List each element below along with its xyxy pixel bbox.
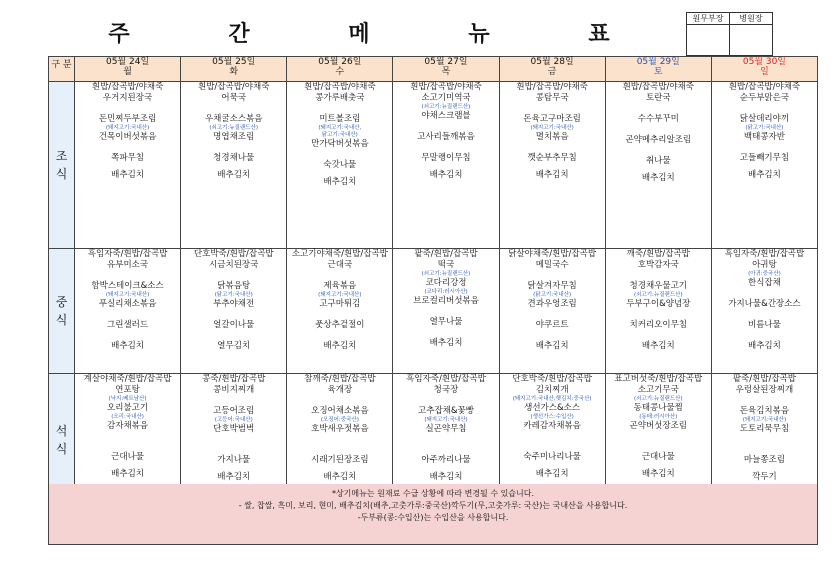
menu-item: 우채굴소스볶음 bbox=[204, 114, 263, 124]
menu-item: 배추김치 bbox=[111, 469, 144, 479]
menu-item: 배추김치 bbox=[217, 472, 251, 482]
menu-item: 소고기무국 bbox=[637, 385, 679, 395]
meal-label-char: 식 bbox=[55, 442, 68, 456]
menu-item: 근대국 bbox=[327, 260, 353, 270]
meal-label-char: 중 bbox=[55, 295, 68, 309]
origin-note: (쇠고기:뉴질랜드산) bbox=[633, 292, 683, 298]
menu-item: 배추김치 bbox=[111, 170, 144, 180]
menu-item: 배추김치 bbox=[429, 170, 463, 180]
menu-item: 그린샐러드 bbox=[107, 320, 149, 330]
approval-label: 병원장 bbox=[730, 13, 773, 25]
day-header bbox=[287, 57, 393, 82]
menu-cell bbox=[499, 82, 605, 249]
menu-item: 흰밥/잡곡밥/야채죽 bbox=[728, 82, 801, 92]
menu-item: 닭살데리야끼 bbox=[739, 114, 790, 124]
menu-item: 배추김치 bbox=[429, 472, 463, 482]
origin-note: (닭고기:국내산) bbox=[214, 292, 253, 298]
menu-item: 유부미소국 bbox=[107, 260, 149, 270]
day-of-week: 일 bbox=[760, 67, 769, 77]
day-date: 05월 28일 bbox=[530, 57, 574, 67]
menu-item: 단호박범벅 bbox=[213, 424, 255, 434]
menu-item: 취나물 bbox=[645, 156, 671, 166]
approval-sign-cell bbox=[687, 25, 730, 56]
menu-item: 닭살겨자무침 bbox=[527, 281, 577, 291]
menu-item: 고등어조림 bbox=[213, 406, 255, 416]
menu-item: 어묵국 bbox=[221, 93, 247, 103]
menu-item: 함박스테이크&소스 bbox=[91, 281, 164, 291]
meal-label bbox=[49, 249, 75, 374]
menu-cell bbox=[605, 82, 711, 249]
menu-item: 두부구이&양념장 bbox=[626, 299, 691, 309]
menu-cell bbox=[287, 249, 393, 374]
menu-item: 단호박죽/흰밥/잡곡밥 bbox=[512, 374, 592, 384]
menu-item: 단호박죽/흰밥/잡곡밥 bbox=[193, 249, 274, 259]
origin-note: (오징어:중국산) bbox=[320, 417, 359, 423]
menu-item: 흰밥/잡곡밥/야채죽 bbox=[410, 82, 482, 92]
menu-item: 배추김치 bbox=[323, 472, 357, 482]
page-title bbox=[60, 12, 660, 52]
menu-item: 청경채우물고기 bbox=[629, 281, 688, 291]
day-header bbox=[181, 57, 287, 82]
menu-item: 흰밥/잡곡밥/야채죽 bbox=[91, 82, 164, 92]
origin-note: (낙지:베트남산) bbox=[108, 396, 147, 402]
menu-item: 아귀탕 bbox=[752, 260, 777, 270]
footer-notes bbox=[48, 484, 818, 545]
menu-item: 배추김치 bbox=[535, 469, 569, 479]
menu-item: 흑임자죽/흰밥/잡곡밥 bbox=[724, 249, 805, 259]
menu-item: 비름나물 bbox=[747, 320, 781, 330]
menu-item: 치커리오이무침 bbox=[629, 320, 688, 330]
menu-item: 숙갓나물 bbox=[323, 160, 357, 170]
menu-item: 견과우엉조림 bbox=[527, 299, 577, 309]
menu-item: 깍두기 bbox=[752, 472, 777, 482]
origin-note: (코다리:러시아산) bbox=[424, 289, 468, 295]
menu-item: 배추김치 bbox=[747, 170, 781, 180]
title-char: 간 bbox=[228, 21, 252, 47]
menu-item: 돈육고구마조림 bbox=[523, 114, 581, 124]
menu-item: 고사리들깨볶음 bbox=[417, 132, 475, 142]
menu-item: 돈육김치볶음 bbox=[739, 406, 790, 416]
origin-note: (돼지고기:국내산) bbox=[318, 292, 362, 298]
origin-note: (쇠고기:뉴질랜드산) bbox=[209, 125, 259, 131]
menu-item: 콩탐무국 bbox=[535, 93, 569, 103]
day-date: 05월 24일 bbox=[105, 57, 150, 67]
menu-cell bbox=[181, 82, 287, 249]
header-row bbox=[49, 57, 818, 82]
menu-cell bbox=[287, 82, 393, 249]
title-char: 주 bbox=[108, 21, 132, 47]
day-header bbox=[75, 57, 181, 82]
origin-note: (쇠고기:뉴질랜드산) bbox=[633, 396, 683, 402]
footer-line: -두부류(콩:수입산)는 수입산을 사용합니다. bbox=[357, 513, 509, 522]
meal-row bbox=[49, 82, 818, 249]
menu-item: 고추잡채&꽃빵 bbox=[418, 406, 474, 416]
menu-item: 명엽채조림 bbox=[213, 132, 255, 142]
menu-cell bbox=[181, 249, 287, 374]
menu-item: 푸실리채소볶음 bbox=[98, 299, 157, 309]
menu-item: 아주까리나물 bbox=[421, 455, 471, 465]
menu-item: 도토리묵무침 bbox=[739, 424, 790, 434]
menu-item: 곤약버섯장조림 bbox=[629, 421, 688, 431]
menu-item: 브로컬리버섯볶음 bbox=[413, 296, 479, 306]
origin-note: (동태:러시아산) bbox=[639, 414, 678, 420]
menu-item: 쪽파무침 bbox=[111, 153, 144, 163]
origin-note: (아귀:중국산) bbox=[748, 271, 781, 277]
day-of-week: 토 bbox=[653, 67, 663, 77]
origin-note: (쇠고기:뉴질랜드산) bbox=[421, 104, 471, 110]
day-of-week: 화 bbox=[229, 67, 239, 77]
meal-row bbox=[49, 249, 818, 374]
day-header bbox=[499, 57, 605, 82]
approval-label: 원무부장 bbox=[687, 13, 730, 25]
menu-item: 배추김치 bbox=[641, 341, 675, 351]
origin-note: (돼지고기:국내산) bbox=[742, 417, 787, 423]
meal-label-char: 식 bbox=[55, 313, 68, 327]
title-char: 메 bbox=[348, 21, 372, 47]
menu-cell bbox=[393, 249, 499, 374]
menu-item: 우거지된장국 bbox=[102, 93, 153, 103]
day-date: 05월 29일 bbox=[636, 57, 680, 67]
menu-cell bbox=[711, 82, 817, 249]
menu-item: 배추김치 bbox=[323, 341, 357, 351]
menu-item: 감자채볶음 bbox=[107, 421, 149, 431]
menu-item: 숙주미나리나물 bbox=[523, 452, 581, 462]
menu-item: 흰밥/잡곡밥/야채죽 bbox=[198, 82, 270, 92]
menu-item: 닭볶음탕 bbox=[217, 281, 251, 291]
menu-item: 시금치된장국 bbox=[209, 260, 259, 270]
menu-item: 김치찌개 bbox=[535, 385, 569, 395]
menu-item: 배추김치 bbox=[535, 170, 569, 180]
menu-item: 고구마튀김 bbox=[319, 299, 361, 309]
day-of-week: 수 bbox=[335, 67, 345, 77]
day-date: 05월 26일 bbox=[318, 57, 362, 67]
origin-note: (쇠고기:뉴질랜드산) bbox=[421, 271, 471, 277]
menu-item: 수수부꾸미 bbox=[637, 114, 679, 124]
menu-item: 떡국 bbox=[437, 260, 455, 270]
origin-note: 닭고기:국내산) bbox=[321, 132, 358, 138]
day-of-week: 목 bbox=[441, 67, 451, 77]
gubun-header: 구 분 bbox=[49, 57, 75, 82]
footer-line: - 쌀, 찹쌀, 흑미, 보리, 현미, 배추김치(배추,고춧가루:중국산)깍두기(무,고춧가루: 국산)는 국내산을 사용합니다. bbox=[238, 501, 628, 510]
day-of-week: 월 bbox=[123, 67, 132, 77]
menu-item: 무말랭이무침 bbox=[421, 153, 471, 163]
menu-item: 계살야채죽/흰밥/잡곡밥 bbox=[83, 374, 172, 384]
meal-label-char: 식 bbox=[55, 167, 68, 181]
menu-item: 소고기미역국 bbox=[421, 93, 471, 103]
menu-cell bbox=[605, 249, 711, 374]
menu-item: 실곤약무침 bbox=[425, 424, 467, 434]
menu-item: 닭살야채죽/흰밥/잡곡밥 bbox=[508, 249, 597, 259]
menu-item: 팥죽/흰밥/잡곡밥 bbox=[414, 249, 478, 259]
menu-item: 부추야채전 bbox=[213, 299, 255, 309]
menu-item: 팥죽/흰밥/잡곡밥 bbox=[732, 374, 797, 384]
origin-note: (돼지고기:국내산, bbox=[318, 125, 362, 131]
origin-note: (돼지고기:국내산) bbox=[105, 125, 150, 131]
origin-note: (돼지고기:국내산) bbox=[424, 417, 468, 423]
menu-item: 근대나물 bbox=[111, 452, 144, 462]
origin-note: (고등어:국내산) bbox=[214, 417, 253, 423]
menu-item: 가지나물 bbox=[217, 455, 251, 465]
menu-item: 배추김치 bbox=[323, 177, 357, 187]
menu-item: 배추김치 bbox=[747, 341, 781, 351]
menu-item: 우렁살된장찌개 bbox=[735, 385, 794, 395]
menu-item: 가지나물&간장소스 bbox=[728, 299, 801, 309]
menu-cell bbox=[75, 249, 181, 374]
menu-item: 육개장 bbox=[327, 385, 353, 395]
menu-item: 배추김치 bbox=[641, 469, 675, 479]
menu-item: 콩가루배춧국 bbox=[315, 93, 365, 103]
title-char: 표 bbox=[588, 21, 612, 47]
menu-item: 멸치볶음 bbox=[535, 132, 569, 142]
menu-item: 백태콩자반 bbox=[743, 132, 785, 142]
menu-item: 근대나물 bbox=[641, 452, 675, 462]
title-char: 뉴 bbox=[468, 21, 492, 47]
origin-note: (돼지고기:국내산) bbox=[105, 292, 150, 298]
day-date: 05월 25일 bbox=[212, 57, 256, 67]
day-header bbox=[393, 57, 499, 82]
menu-item: 배추김치 bbox=[429, 338, 463, 348]
menu-item: 미트볼조림 bbox=[319, 114, 361, 124]
menu-item: 카레감자채볶음 bbox=[523, 421, 581, 431]
menu-item: 풋상추겉절이 bbox=[315, 320, 365, 330]
menu-item: 참깨죽/흰밥/잡곡밥 bbox=[304, 374, 376, 384]
menu-item: 토란국 bbox=[645, 93, 671, 103]
menu-item: 고들빼기무침 bbox=[739, 153, 790, 163]
menu-item: 흰밥/잡곡밥/야채죽 bbox=[516, 82, 588, 92]
origin-note: (돼지고기:국내산,햇김치:중국산) bbox=[512, 396, 592, 402]
menu-item: 호박새우젓볶음 bbox=[311, 424, 369, 434]
origin-note: (닭고기:국내산) bbox=[533, 292, 572, 298]
menu-item: 열무나물 bbox=[429, 317, 463, 327]
menu-item: 건목이버섯볶음 bbox=[98, 132, 157, 142]
menu-item: 오징어채소볶음 bbox=[311, 406, 369, 416]
menu-item: 깨죽/흰밥/잡곡밥 bbox=[626, 249, 690, 259]
menu-cell bbox=[499, 249, 605, 374]
origin-note: (오리:국내산) bbox=[111, 414, 144, 420]
menu-cell bbox=[711, 249, 817, 374]
menu-item: 배추김치 bbox=[535, 341, 569, 351]
day-header bbox=[605, 57, 711, 82]
day-of-week: 금 bbox=[547, 67, 557, 77]
menu-item: 오리불고기 bbox=[107, 403, 149, 413]
menu-item: 배추김치 bbox=[217, 170, 251, 180]
menu-item: 야쿠르트 bbox=[535, 320, 569, 330]
day-date: 05월 30일 bbox=[742, 57, 786, 67]
menu-item: 마늘쫑조림 bbox=[743, 455, 785, 465]
menu-item: 흑임자죽/흰밥/잡곡밥 bbox=[87, 249, 168, 259]
menu-item: 얼갈이나물 bbox=[213, 320, 255, 330]
meal-label-char: 조 bbox=[55, 149, 68, 163]
menu-item: 흰밥/잡곡밥/야채죽 bbox=[304, 82, 376, 92]
meal-label-char: 석 bbox=[55, 424, 68, 438]
weekly-menu-table bbox=[48, 56, 818, 507]
menu-item: 시래기된장조림 bbox=[311, 455, 369, 465]
menu-item: 표고버섯죽/흰밥/잡곡밥 bbox=[614, 374, 703, 384]
menu-item: 열무김치 bbox=[217, 341, 251, 351]
origin-note: (생선가스:수입산) bbox=[530, 414, 574, 420]
menu-item: 배추김치 bbox=[111, 341, 144, 351]
menu-item: 소고기야채죽/흰밥/잡곡밥 bbox=[291, 249, 388, 259]
origin-note: (닭고기:국내산) bbox=[745, 125, 784, 131]
menu-item: 한식잡채 bbox=[747, 278, 781, 288]
menu-item: 콩죽/흰밥/잡곡밥 bbox=[202, 374, 266, 384]
menu-item: 제육볶음 bbox=[323, 281, 357, 291]
menu-item: 연포탕 bbox=[115, 385, 140, 395]
menu-item: 청국장 bbox=[433, 385, 459, 395]
meal-label bbox=[49, 82, 75, 249]
menu-cell bbox=[75, 82, 181, 249]
origin-note: (돼지고기:국내산) bbox=[530, 125, 574, 131]
menu-item: 야채스크램블 bbox=[421, 111, 471, 121]
menu-item: 순두부맑은국 bbox=[739, 93, 790, 103]
menu-item: 배추김치 bbox=[641, 173, 675, 183]
menu-cell bbox=[393, 82, 499, 249]
menu-item: 깻순부추무침 bbox=[527, 153, 577, 163]
menu-item: 흑임자죽/흰밥/잡곡밥 bbox=[406, 374, 486, 384]
menu-item: 호박감자국 bbox=[637, 260, 679, 270]
menu-item: 청경채나물 bbox=[213, 153, 255, 163]
menu-item: 메밀국수 bbox=[535, 260, 569, 270]
menu-item: 만가닥버섯볶음 bbox=[311, 139, 369, 149]
menu-item: 돈민찌두부조림 bbox=[98, 114, 157, 124]
menu-item: 흰밥/잡곡밥/야채죽 bbox=[622, 82, 694, 92]
approval-sign-cell bbox=[730, 25, 773, 56]
menu-item: 생선가스&소스 bbox=[524, 403, 581, 413]
menu-item: 동태콩나물찜 bbox=[633, 403, 683, 413]
menu-item: 곤약메추리알조림 bbox=[625, 135, 692, 145]
day-header bbox=[711, 57, 817, 82]
day-date: 05월 27일 bbox=[424, 57, 468, 67]
footer-line: *상기메뉴는 원재료 수급 상황에 따라 변경될 수 있습니다. bbox=[331, 489, 535, 498]
menu-item: 코다리강정 bbox=[425, 278, 467, 288]
approval-box bbox=[686, 12, 773, 56]
menu-item: 콩비지찌개 bbox=[213, 385, 255, 395]
